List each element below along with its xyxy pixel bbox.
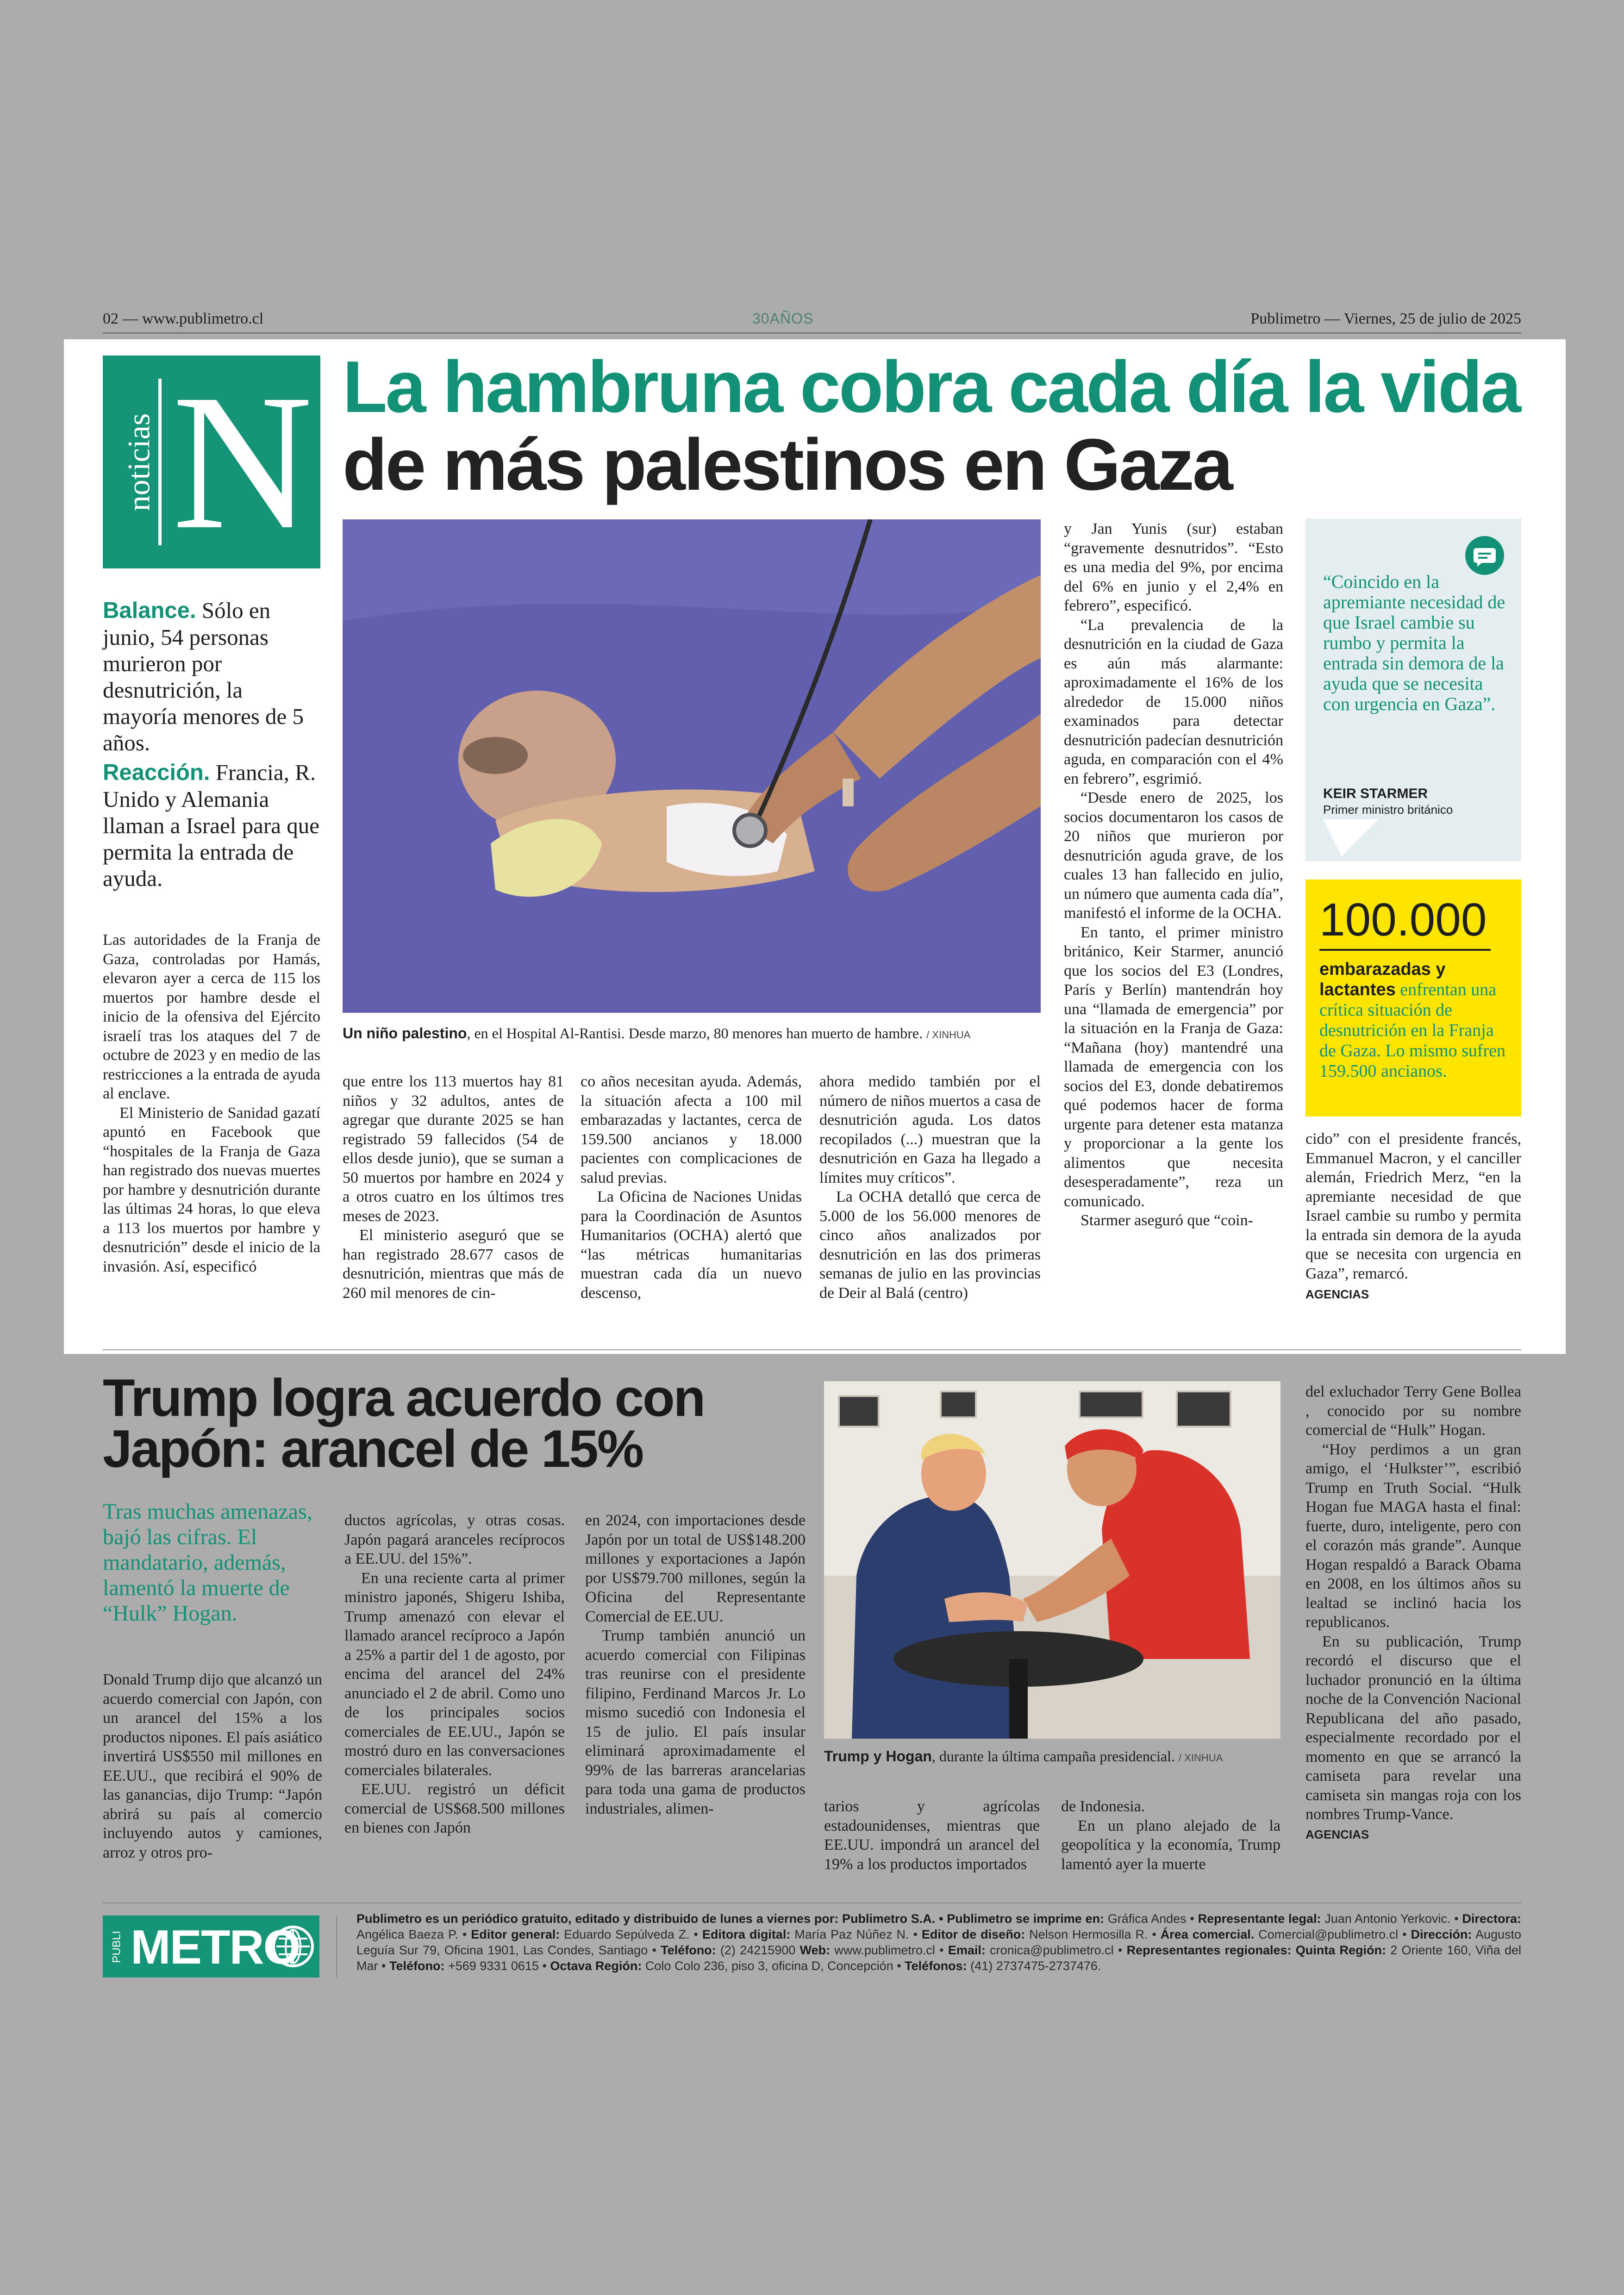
quote-author: KEIR STARMER <box>1323 786 1428 801</box>
main-headline <box>343 348 1528 504</box>
photo-trump-hogan <box>824 1381 1280 1739</box>
section-letter: N <box>172 354 313 569</box>
article1-col4: ahora medido también por el número de niños muertos a casa de desnutrición aguda. Los datos recopilados (...) muestran que la desnutrición en Gaza ha llegado a límites muy críticos”. La OCHA detalló que cerca de 5.000 de los 56.000 menores de cinco años analizados por desnutrición en las dos primeras semanas de julio en las provincias de Deir al Balá (centro) <box>819 1073 1041 1302</box>
header-rule <box>103 332 1521 334</box>
metro-logo <box>103 1915 319 1977</box>
stat-underline <box>1319 949 1491 951</box>
article2-credit: AGENCIAS <box>1305 1827 1369 1841</box>
bullet-text: Sólo en junio, 54 personas murieron por desnutrición, la mayoría menores de 5 años. <box>103 598 304 755</box>
bullet-balance <box>103 597 320 756</box>
footer-rule <box>103 1902 1521 1903</box>
section-word: noticias <box>121 413 156 511</box>
headline-black-part: de más palestinos en Gaza <box>343 424 1231 505</box>
arm-wrestling-illustration <box>824 1381 1280 1739</box>
second-headline: Trump logra acuerdo con Japón: arancel de 15% <box>103 1369 705 1478</box>
metro-logo-side: PUBLI <box>111 1931 123 1963</box>
footer-divider <box>336 1916 337 1977</box>
section-logo <box>103 355 320 568</box>
article2-col2: ductos agrícolas, y otras cosas. Japón pagará aranceles recíprocos a EE.UU. del 15%”. En una reciente carta al primer ministro japonés, Shigeru Ishiba, Trump amenazó con elevar el llamado arancel recíproco a Japón a 25% a partir del 1 de agosto, por encima del arancel del 24% anunciado el 2 de abril. Como uno de los principales socios comerciales de EE.UU., Japón se mostró duro en las conversaciones comerciales bilaterales. EE.UU. registró un déficit comercial de US$68.500 millones en bienes con Japón <box>344 1512 565 1836</box>
page-header-left: 02 — www.publimetro.cl <box>103 310 264 327</box>
photo-caption-2: Trump y Hogan, durante la última campaña presidencial. / XINHUA <box>824 1748 1223 1765</box>
photo-credit: / XINHUA <box>926 1029 971 1041</box>
globe-icon <box>272 1926 314 1967</box>
article2-col5: de Indonesia. En un plano alejado de la geopolítica y la economía, Trump lamentó ayer la muerte <box>1061 1798 1280 1873</box>
article1-credit: AGENCIAS <box>1305 1287 1369 1301</box>
article1-col2: que entre los 113 muertos hay 81 niños y 32 adultos, antes de agregar que durante 2025 se han registrado 59 fallecidos (54 de ellos desde junio), que se suman a 50 muertos por hambre en 2024 y a otros cuatro en los últimos tres meses de 2023. El ministerio aseguró que se han registrado 28.677 casos de desnutrición, mientras que más de 260 mil menores de cin- <box>343 1073 564 1302</box>
article-separator <box>103 1349 1521 1350</box>
section-logo-bar <box>158 379 162 545</box>
article1-col3: co años necesitan ayuda. Además, la situación afecta a 100 mil embarazadas y lactantes, cerca de 159.500 ancianos y 18.000 pacientes con complicaciones de salud previas. La Oficina de Naciones Unidas para la Coordinación de Asuntos Humanitarios (OCHA) alertó que “las métricas humanitarias muestran cada día un nuevo descenso, <box>581 1073 802 1302</box>
article1-col1: Las autoridades de la Franja de Gaza, controladas por Hamás, elevaron ayer a cerca de 115 los muertos por hambre desde el inicio de la ofensiva del Ejército israelí tras los ataques del 7 de octubre de 2023 y en medio de las restricciones a la entrada de ayuda al enclave. El Ministerio de Sanidad gazatí apuntó en Facebook que “hospitales de la Franja de Gaza han registrado dos nuevas muertes por hambre y desnutrición durante las últimas 24 horas, lo que eleva a 113 los muertos por hambre y desnutrición” desde el inicio de la invasión. Así, especificó <box>103 931 320 1275</box>
baby-stethoscope-illustration <box>343 519 1041 1013</box>
metro-logo-text: METRO <box>131 1921 300 1974</box>
footer-imprint: Publimetro es un periódico gratuito, editado y distribuido de lunes a viernes por: Publimetro S.A. • Publimetro se imprime en: Gráfica Andes • Representante legal: Juan Antonio Yerkovic. • Directora: Angélica Baeza P. • Editor general: Eduardo Sepúlveda Z. • Editora digital: María Paz Núñez N. • Editor de diseño: Nelson Hermosilla R. • Área comercial. Comercial@publimetro.cl • Dirección: Augusto Leguía Sur 79, Oficina 1901, Las Condes, Santiago • Teléfono: (2) 24215900 Web: www.publimetro.cl • Email: cronica@publimetro.cl • Representantes regionales: Quinta Región: 2 Oriente 160, Viña del Mar • Teléfono: +569 9331 0615 • Octava Región: Colo Colo 236, piso 3, oficina D, Concepción • Teléfonos: (41) 2737475-2737476. <box>356 1912 1522 1973</box>
stat-text: embarazadas y lactantes enfrentan una crítica situación de desnutrición en la Franja de Gaza. Lo mismo sufren 159.500 ancianos. <box>1319 960 1506 1081</box>
article2-col3: en 2024, con importaciones desde Japón por un total de US$148.200 millones y exportaciones a Japón por US$79.700 millones, según la Oficina del Representante Comercial de EE.UU. Trump también anunció un acuerdo comercial con Filipinas tras reunirse con el presidente filipino, Ferdinand Marcos Jr. Lo mismo sucedió con Indonesia el 15 de julio. El país insular eliminará aproximadamente el 99% de las barreras arancelarias para toda una gama de productos industriales, alimen- <box>585 1512 806 1817</box>
article2-col6: del exluchador Terry Gene Bollea , conocido por su nombre comercial de “Hulk” Hogan. “Hoy perdimos a un gran amigo, el ‘Hulkster’”, escribió Trump en Truth Social. “Hulk Hogan fue MAGA hasta el final: fuerte, duro, inteligente, pero con el corazón más grande”. Aunque Hogan respaldó a Barack Obama en 2008, en los últimos años su lealtad se inclinó hacia los republicanos. En su publicación, Trump recordó el discurso que el luchador pronunció en la última noche de la Convención Nacional Republicana del año pasado, especialmente recordado por el momento en que se arrancó la camiseta para revelar una camiseta sin mangas roja con los nombres Trump-Vance. AGENCIAS <box>1305 1382 1521 1844</box>
bullet-text: Francia, R. Unido y Alemania llaman a Israel para que permita la entrada de ayuda. <box>103 760 319 891</box>
anniversary-badge: 30AÑOS <box>752 310 814 327</box>
stat-number: 100.000 <box>1319 894 1487 946</box>
bullet-reaccion <box>103 759 320 892</box>
quote-role: Primer ministro británico <box>1323 803 1453 817</box>
second-deck: Tras muchas amenazas, bajó las cifras. El mandatario, además, lamentó la muerte de “Hulk” Hogan. <box>103 1499 312 1626</box>
photo-caption-1: Un niño palestino, en el Hospital Al-Rantisi. Desde marzo, 80 menores han muerto de hambre. / XINHUA <box>343 1025 971 1041</box>
article2-col1: Donald Trump dijo que alcanzó un acuerdo comercial con Japón, con un arancel del 15% a los productos nipones. El país asiático invertirá US$550 mil millones en EE.UU., que recibirá el 90% de las ganancias, dijo Trump: “Japón abrirá su país al comercio incluyendo autos y camiones, arroz y otros pro- <box>103 1671 322 1861</box>
headline-green-part: La hambruna cobra cada día la vida <box>343 346 1520 428</box>
bullet-label: Balance. <box>103 598 196 623</box>
quote-box <box>1305 518 1521 861</box>
page-header-right: Publimetro — Viernes, 25 de julio de 2025 <box>1250 310 1521 327</box>
article2-col4: tarios y agrícolas estadounidenses, mientras que EE.UU. impondrá un arancel del 19% a los productos importados <box>824 1798 1040 1873</box>
photo-credit: / XINHUA <box>1179 1752 1223 1764</box>
photo-palestinian-baby <box>343 519 1041 1013</box>
article1-col5: y Jan Yunis (sur) estaban “gravemente desnutridos”. “Esto es una media del 9%, por encima del 6% en junio y el 2,4% en febrero”, especificó. “La prevalencia de la desnutrición en la ciudad de Gaza es aún más alarmante: aproximadamente el 16% de los alrededor de 15.000 niños examinados para detectar desnutrición padecían desnutrición aguda, en comparación con el 4% en febrero”, esgrimió. “Desde enero de 2025, los socios documentaron los casos de 20 niños que murieron por desnutrición aguda grave, de los cuales 13 han fallecido en julio, un número que aumenta cada día”, manifestó el informe de la OCHA. En tanto, el primer ministro británico, Keir Starmer, anunció que los socios del E3 (Londres, París y Berlín) mantendrán hoy una “llamada de emergencia” por la situación en la Franja de Gaza: “Mañana (hoy) mantendré una llamada de emergencia con los socios del E3, donde debatiremos qué podemos hacer de forma urgente para detener esta matanza y proporcionar a la gente los alimentos que necesita desesperadamente”, reza un comunicado. Starmer aseguró que “coin- <box>1064 520 1283 1229</box>
quote-text: “Coincido en la apremiante necesidad de que Israel cambie su rumbo y permita la entrada sin demora de la ayuda que se necesita con urgencia en Gaza”. <box>1323 571 1505 714</box>
speech-bubble-icon <box>1465 536 1504 575</box>
bullet-label: Reacción. <box>103 760 210 785</box>
quote-tail-icon <box>1323 819 1379 856</box>
stat-box <box>1305 879 1521 1116</box>
article1-col6: cido” con el presidente francés, Emmanuel Macron, y el canciller alemán, Friedrich Merz, “en la apremiante necesidad de que Israel cambie su rumbo y permita la entrada sin demora de la ayuda que se necesita con urgencia en Gaza”, remarcó. AGENCIAS <box>1305 1129 1521 1304</box>
